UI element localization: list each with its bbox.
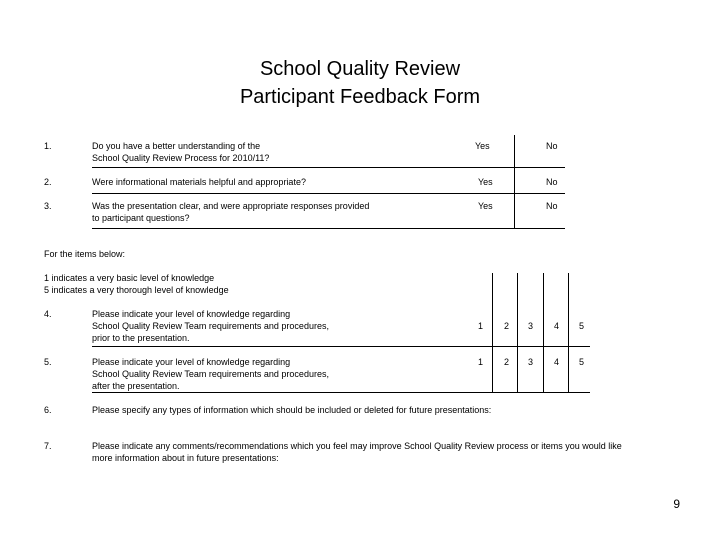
question-4-rating-3[interactable]: 3 (528, 321, 534, 331)
question-4-text-line-3: prior to the presentation. (92, 333, 190, 343)
question-5-text-line-2: School Quality Review Team requirements and procedures, (92, 369, 329, 379)
question-4-rating-2[interactable]: 2 (504, 321, 510, 331)
question-2-yes-option[interactable]: Yes (478, 177, 493, 187)
question-5-number: 5. (44, 357, 52, 367)
question-7-text-line-1: Please indicate any comments/recommendations which you feel may improve School Quality Review process or items you would like (92, 441, 622, 451)
row-divider-1 (92, 167, 565, 168)
question-1-number: 1. (44, 141, 52, 151)
scale-grid-line-1 (492, 273, 493, 393)
question-6-number: 6. (44, 405, 52, 415)
form-title: School Quality Review (259, 58, 461, 80)
question-7-number: 7. (44, 441, 52, 451)
question-1-no-option[interactable]: No (546, 141, 558, 151)
question-4-text-line-1: Please indicate your level of knowledge regarding (92, 309, 291, 319)
scale-grid-line-3 (543, 273, 544, 393)
question-3-text-line-1: Was the presentation clear, and were appropriate responses provided (92, 201, 370, 211)
question-5-rating-4[interactable]: 4 (554, 357, 560, 367)
question-4-number: 4. (44, 309, 52, 319)
scale-intro-line-2: 5 indicates a very thorough level of knowledge (44, 285, 229, 295)
question-4-rating-4[interactable]: 4 (554, 321, 560, 331)
question-4-rating-1[interactable]: 1 (478, 321, 484, 331)
row-divider-5 (92, 392, 590, 393)
question-5-rating-2[interactable]: 2 (504, 357, 510, 367)
scale-intro-line-1: 1 indicates a very basic level of knowledge (44, 273, 215, 283)
question-5-rating-1[interactable]: 1 (478, 357, 484, 367)
question-5-text-line-1: Please indicate your level of knowledge regarding (92, 357, 291, 367)
question-3-number: 3. (44, 201, 52, 211)
question-5-rating-3[interactable]: 3 (528, 357, 534, 367)
scale-intro-heading: For the items below: (44, 249, 126, 259)
question-3-yes-option[interactable]: Yes (478, 201, 493, 211)
question-1-text-line-2: School Quality Review Process for 2010/11? (92, 153, 270, 163)
scale-grid-line-2 (517, 273, 518, 393)
question-1-yes-option[interactable]: Yes (475, 141, 490, 151)
question-4-text-line-2: School Quality Review Team requirements and procedures, (92, 321, 329, 331)
question-3-text-line-2: to participant questions? (92, 213, 190, 223)
row-divider-3 (92, 228, 565, 229)
question-2-text: Were informational materials helpful and appropriate? (92, 177, 306, 187)
question-6-text: Please specify any types of information which should be included or deleted for future presentations: (92, 405, 492, 415)
page-number: 9 (673, 497, 680, 511)
row-divider-2 (92, 193, 565, 194)
scale-grid-line-4 (568, 273, 569, 393)
question-3-no-option[interactable]: No (546, 201, 558, 211)
question-2-number: 2. (44, 177, 52, 187)
question-5-rating-5[interactable]: 5 (579, 357, 585, 367)
question-2-no-option[interactable]: No (546, 177, 558, 187)
question-4-rating-5[interactable]: 5 (579, 321, 585, 331)
row-divider-4 (92, 346, 590, 347)
question-5-text-line-3: after the presentation. (92, 381, 180, 391)
question-1-text-line-1: Do you have a better understanding of the (92, 141, 261, 151)
yes-no-divider (514, 135, 515, 228)
question-7-text-line-2: more information about in future presentations: (92, 453, 279, 463)
form-subtitle: Participant Feedback Form (239, 86, 481, 108)
